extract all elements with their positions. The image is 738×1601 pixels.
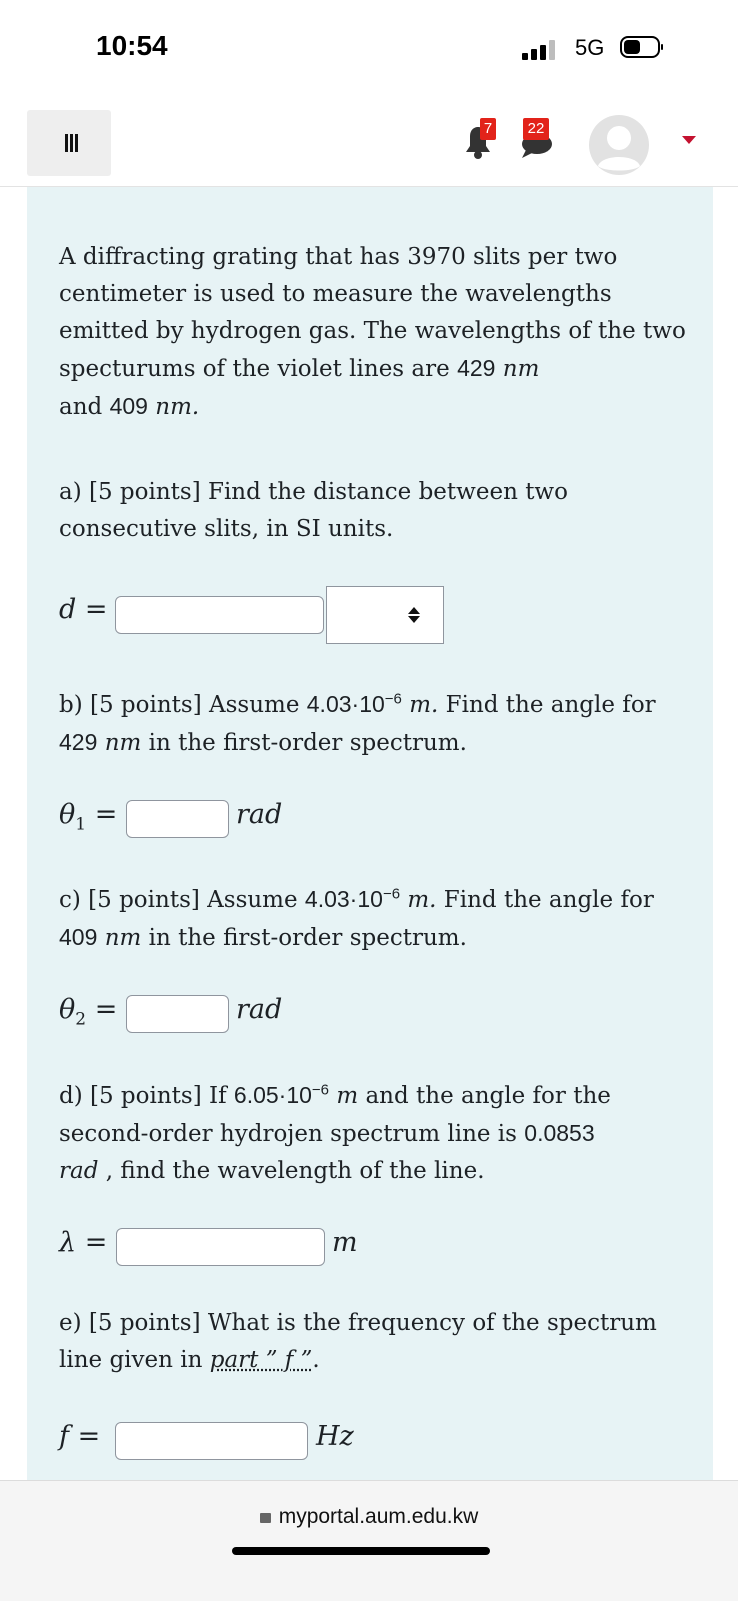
battery-icon — [620, 36, 664, 58]
intro-and: and — [59, 394, 110, 420]
menu-icon-bar — [70, 134, 73, 152]
unit-hz: Hz — [316, 1421, 354, 1452]
updown-arrows-icon — [407, 605, 421, 625]
network-type: 5G — [575, 35, 605, 60]
top-navbar — [0, 100, 738, 187]
part-c-text: c) [5 points] Assume $4.03\cdot 10^{-6}$ m. Find the angle for 409 nm in the first-order spectrum. — [59, 885, 654, 951]
lock-icon — [260, 1513, 271, 1523]
part-f-link[interactable]: part ” f ” — [209, 1347, 313, 1373]
part-b-text: b) [5 points] Assume $4.03\cdot 10^{-6}$ m. Find the angle for 429 nm in the first-order spectrum. — [59, 690, 656, 756]
menu-icon — [65, 134, 68, 152]
part-e-text: e) [5 points] What is the frequency of the spectrum line given in part ” f ”. — [59, 1310, 657, 1373]
signal-icon — [522, 40, 558, 60]
status-bar — [0, 0, 738, 100]
avatar[interactable] — [588, 114, 650, 176]
messages-badge: 22 — [523, 118, 549, 140]
f-answer-input[interactable] — [115, 1422, 308, 1460]
intro-text: A diffracting grating that has 3970 slits per two centimeter is used to measure the wavelengths emitted by hydrogen gas. The wavelengths of the two specturums of the violet lines are — [59, 244, 686, 382]
unit-rad-c: rad — [236, 994, 283, 1025]
user-menu-caret-icon[interactable] — [682, 136, 696, 144]
var-theta2-label: $\theta_2$ = — [59, 994, 118, 1030]
intro-value-2: 409 — [109, 393, 148, 419]
theta1-answer-input[interactable] — [126, 800, 229, 838]
intro-value-1: 429 — [457, 355, 496, 381]
menu-button[interactable] — [27, 110, 111, 176]
question-intro: A diffracting grating that has 3970 slits per two centimeter is used to measure the wavelengths emitted by hydrogen gas. The wavelengths of the two specturums of the violet lines are 429 nm and 409 nm. — [59, 244, 686, 420]
menu-icon-bar — [75, 134, 78, 152]
d-answer-input[interactable] — [115, 596, 324, 634]
unit-nm: nm — [155, 394, 192, 420]
part-d-text: d) [5 points] If $6.05\cdot 10^{-6}$ m and the angle for the second-order hydrojen spectrum line is 0.0853 rad , find the wavelength of the line. — [59, 1081, 611, 1184]
notifications-badge: 7 — [480, 118, 496, 140]
browser-bottom-bar — [0, 1480, 738, 1601]
lambda-answer-input[interactable] — [116, 1228, 325, 1266]
part-a-text: a) [5 points] Find the distance between two consecutive slits, in SI units. — [59, 479, 568, 542]
url-text: myportal.aum.edu.kw — [278, 1505, 479, 1528]
var-theta1-label: $\theta_1$ = — [59, 799, 118, 835]
theta2-answer-input[interactable] — [126, 995, 229, 1033]
home-indicator[interactable] — [232, 1547, 490, 1555]
clock: 10:54 — [96, 30, 168, 61]
unit-m-d: m — [332, 1227, 358, 1258]
address-bar[interactable] — [0, 1505, 738, 1529]
unit-rad-b: rad — [236, 799, 283, 830]
var-f-label: f = — [59, 1421, 101, 1452]
unit-nm: nm — [502, 356, 540, 382]
d-unit-select[interactable] — [326, 586, 444, 644]
var-lambda-label: λ = — [59, 1227, 108, 1258]
var-d-label: d = — [59, 594, 108, 625]
